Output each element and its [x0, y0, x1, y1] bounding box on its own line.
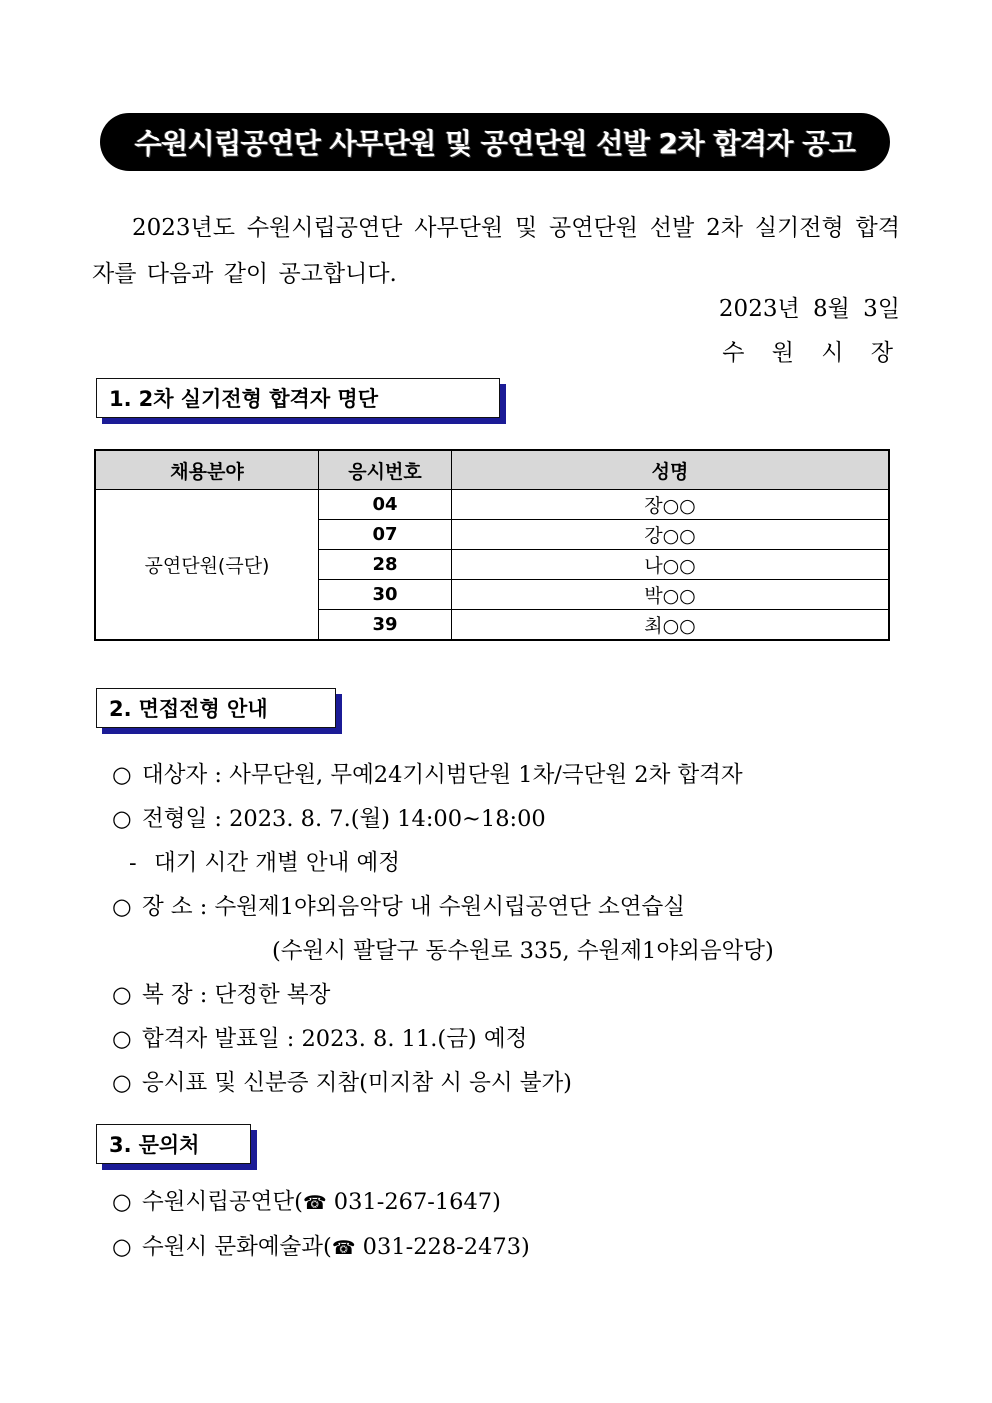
list-item-text: (수원시 팔달구 동수원로 335, 수원제1야외음악당) — [272, 938, 774, 964]
pass-list-table-wrapper — [95, 450, 888, 640]
list-item — [112, 973, 932, 1017]
section-2-heading-text — [109, 693, 268, 723]
contact-item: ○ 수원시 문화예술과(☎ 031-228-2473) — [112, 1225, 932, 1270]
document-title: 수원시립공연단 사무단원 및 공연단원 선발 2차 합격자 공고 — [134, 127, 856, 160]
section-3-number: 3. — [109, 1133, 132, 1157]
list-item — [112, 797, 932, 841]
list-item — [112, 753, 932, 797]
cell-name: 나○○ — [452, 550, 889, 580]
bullet-circle-icon: ○ — [112, 762, 132, 788]
telephone-icon: ☎ — [302, 1192, 327, 1214]
list-item-text: 장 소 : 수원제1야외음악당 내 수원시립공연단 소연습실 — [142, 894, 685, 920]
cell-name: 강○○ — [452, 520, 889, 550]
contact-item: ○ 수원시립공연단(☎ 031-267-1647) — [112, 1180, 932, 1225]
document-title-banner — [100, 113, 890, 171]
cell-number: 07 — [319, 520, 452, 550]
bullet-circle-icon: ○ — [112, 1189, 132, 1215]
section-3-heading — [96, 1124, 251, 1164]
cell-number: 04 — [319, 490, 452, 520]
cell-number: 30 — [319, 580, 452, 610]
section-3-list — [112, 1180, 932, 1270]
column-header-number: 응시번호 — [319, 451, 452, 490]
pass-list-table — [95, 450, 889, 640]
list-item — [112, 1061, 932, 1105]
table-header-row — [96, 451, 889, 490]
section-2-heading — [96, 688, 336, 728]
cell-name: 장○○ — [452, 490, 889, 520]
bullet-circle-icon: ○ — [112, 1026, 132, 1052]
intro-text: 2023년도 수원시립공연단 사무단원 및 공연단원 선발 2차 실기전형 합격자를 다음과 같이 공고합니다. — [92, 215, 900, 287]
bullet-circle-icon: ○ — [112, 982, 132, 1008]
list-item-sub — [112, 841, 932, 885]
list-item-text: 전형일 : 2023. 8. 7.(월) 14:00~18:00 — [142, 806, 546, 832]
section-2-label: 면접전형 안내 — [138, 697, 268, 721]
contact-org: 수원시립공연단 — [142, 1189, 295, 1215]
section-1-label: 2차 실기전형 합격자 명단 — [138, 387, 378, 411]
column-header-name: 성명 — [452, 451, 889, 490]
bullet-circle-icon: ○ — [112, 1070, 132, 1096]
bullet-circle-icon: ○ — [112, 806, 132, 832]
section-1-number: 1. — [109, 387, 132, 411]
list-item-text: 합격자 발표일 : 2023. 8. 11.(금) 예정 — [142, 1026, 528, 1052]
list-item-continuation — [112, 929, 932, 973]
bullet-circle-icon: ○ — [112, 894, 132, 920]
list-item-text: 대기 시간 개별 안내 예정 — [154, 850, 400, 876]
cell-number: 28 — [319, 550, 452, 580]
issuer-name: 수 원 시 장 — [722, 340, 900, 366]
contact-phone: 031-228-2473 — [362, 1234, 522, 1260]
section-3-label: 문의처 — [138, 1133, 200, 1157]
contact-org: 수원시 문화예술과 — [142, 1234, 324, 1260]
section-2-list — [112, 753, 932, 1105]
table-body — [96, 490, 889, 640]
table-row — [96, 490, 889, 520]
list-item-text: 대상자 : 사무단원, 무예24기시범단원 1차/극단원 2차 합격자 — [142, 762, 743, 788]
cell-number: 39 — [319, 610, 452, 640]
intro-paragraph — [92, 205, 900, 297]
section-3-heading-text — [109, 1129, 199, 1159]
bullet-dash-icon: - — [129, 850, 137, 876]
telephone-icon: ☎ — [331, 1237, 356, 1259]
list-item-text: 복 장 : 단정한 복장 — [142, 982, 331, 1008]
cell-name: 최○○ — [452, 610, 889, 640]
contact-phone: 031-267-1647 — [333, 1189, 493, 1215]
section-2-number: 2. — [109, 697, 132, 721]
list-item — [112, 885, 932, 929]
list-item-text: 응시표 및 신분증 지참(미지참 시 응시 불가) — [142, 1070, 572, 1096]
section-1-heading-text — [109, 383, 378, 413]
bullet-circle-icon: ○ — [112, 1234, 132, 1260]
column-header-field: 채용분야 — [96, 451, 319, 490]
cell-field: 공연단원(극단) — [96, 490, 319, 640]
list-item — [112, 1017, 932, 1061]
announcement-date: 2023년 8월 3일 — [718, 296, 900, 322]
cell-name: 박○○ — [452, 580, 889, 610]
section-1-heading — [96, 378, 500, 418]
